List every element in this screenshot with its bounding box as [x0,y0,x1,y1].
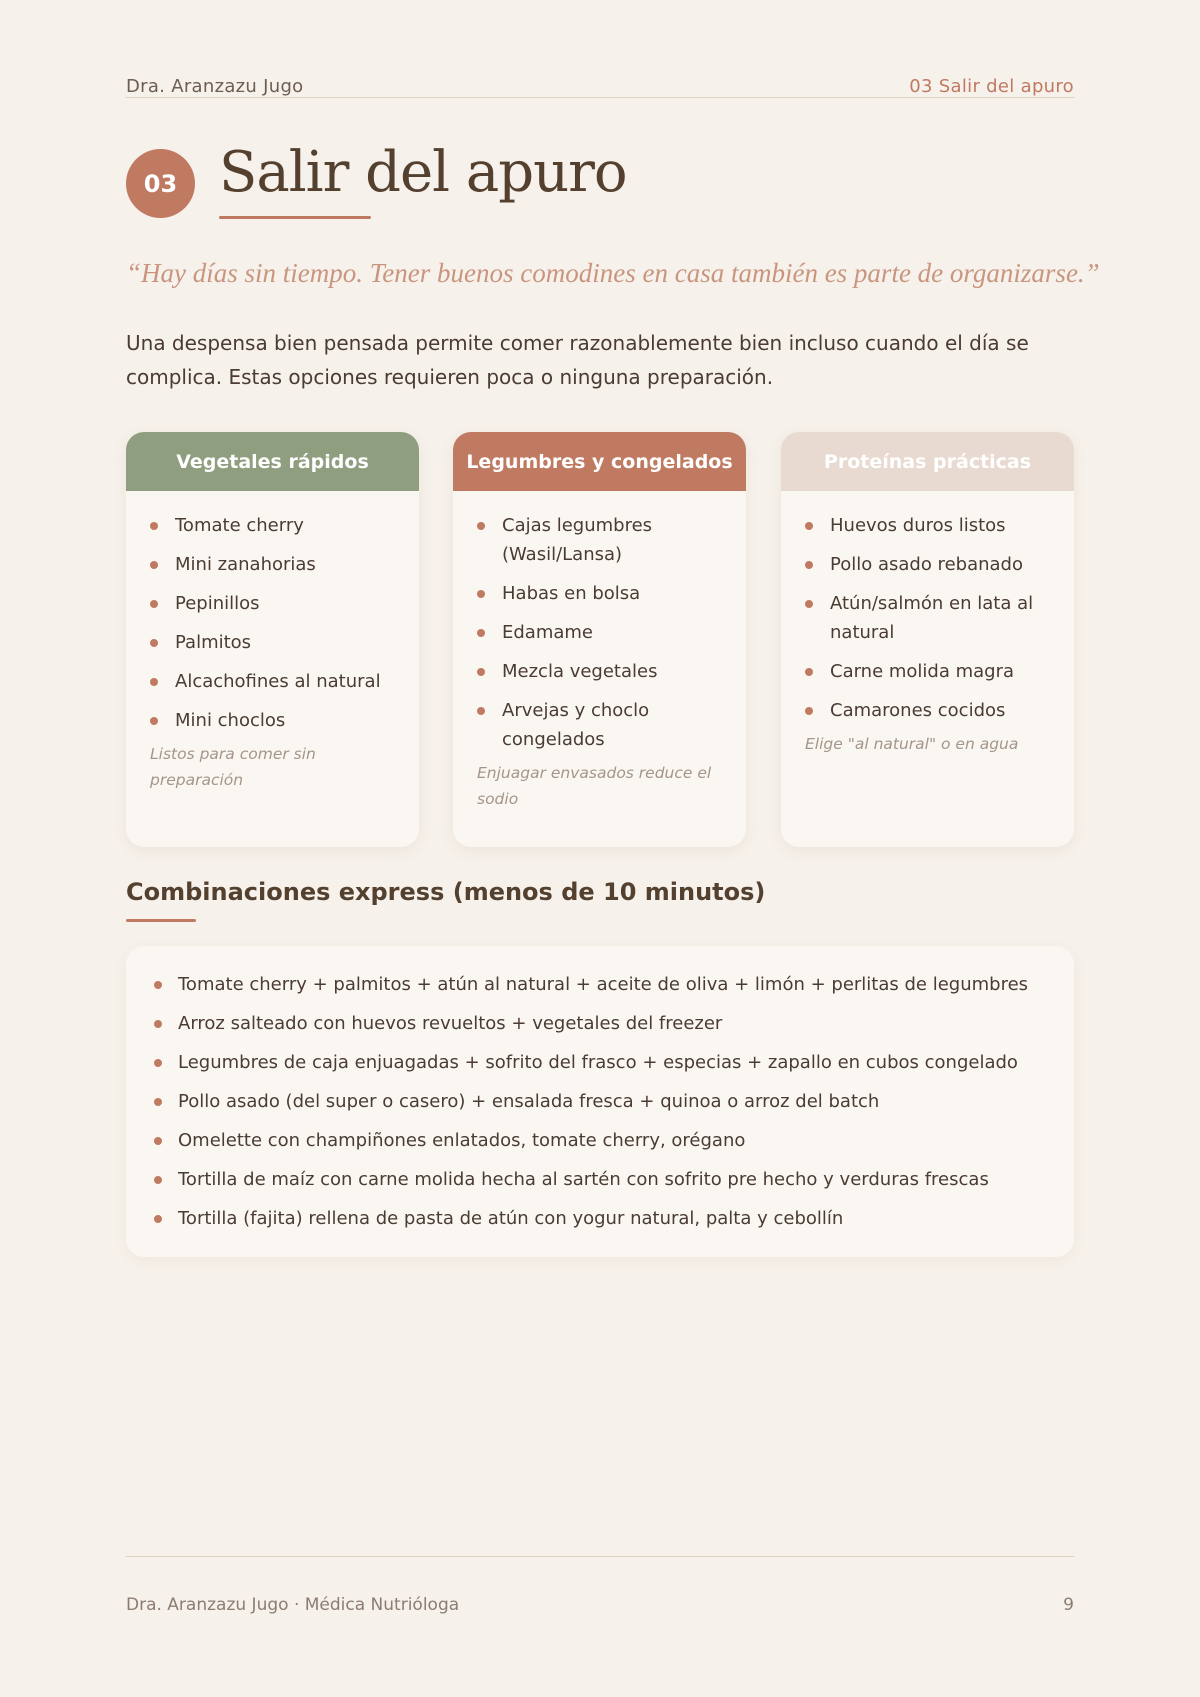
list-item: Arroz salteado con huevos revueltos + vegetales del freezer [154,1004,1046,1043]
bullet-icon [477,629,485,637]
bullet-icon [805,522,813,530]
list-item: Tortilla de maíz con carne molida hecha al sartén con sofrito pre hecho y verduras frescas [154,1160,1046,1199]
card-list [150,511,395,735]
bullet-icon [477,707,485,715]
bullet-icon [150,717,158,725]
pantry-cards [126,432,1074,847]
card-title: Vegetales rápidos [126,432,419,491]
bullet-icon [805,561,813,569]
chapter-number-badge: 03 [126,149,195,218]
list-item: Pollo asado rebanado [805,550,1050,579]
bullet-icon [154,1137,162,1145]
page-title: Salir del apuro [219,140,627,205]
bullet-icon [150,600,158,608]
bullet-icon [805,600,813,608]
list-item: Palmitos [150,628,395,657]
bullet-icon [154,1176,162,1184]
section-heading: Combinaciones express (menos de 10 minutos) [126,878,766,906]
list-item: Cajas legumbres (Wasil/Lansa) [477,511,722,569]
list-item: Alcachofines al natural [150,667,395,696]
card-note: Listos para comer sin preparación [150,745,316,789]
list-item: Pepinillos [150,589,395,618]
footer-divider [126,1556,1074,1557]
bullet-icon [150,522,158,530]
list-item: Arvejas y choclo congelados [477,696,722,754]
section-underline [126,919,196,922]
list-item: Mini choclos [150,706,395,735]
title-underline [219,216,371,219]
header-author: Dra. Aranzazu Jugo [126,76,304,97]
bullet-icon [477,590,485,598]
bullet-icon [805,707,813,715]
bullet-icon [477,522,485,530]
list-item: Camarones cocidos [805,696,1050,725]
list-item: Edamame [477,618,722,647]
bullet-icon [154,1020,162,1028]
combinations-box [126,946,1074,1257]
bullet-icon [477,668,485,676]
header-section: 03 Salir del apuro [909,76,1074,97]
bullet-icon [154,1098,162,1106]
list-item: Carne molida magra [805,657,1050,686]
intro-quote: “Hay días sin tiempo. Tener buenos comodines en casa también es parte de organizarse.” [126,258,1100,288]
bullet-icon [150,678,158,686]
card-list [477,511,722,754]
bullet-icon [805,668,813,676]
list-item: Mezcla vegetales [477,657,722,686]
footer-credit: Dra. Aranzazu Jugo · Médica Nutrióloga [126,1595,460,1615]
card-list [805,511,1050,725]
list-item: Tomate cherry [150,511,395,540]
bullet-icon [150,639,158,647]
page-number: 9 [1063,1595,1074,1615]
list-item: Tortilla (fajita) rellena de pasta de atún con yogur natural, palta y cebollín [154,1199,1046,1238]
list-item: Legumbres de caja enjuagadas + sofrito del frasco + especias + zapallo en cubos congelado [154,1043,1046,1082]
card-note: Elige "al natural" o en agua [805,735,1019,753]
card-title: Legumbres y congelados [453,432,746,491]
list-item: Huevos duros listos [805,511,1050,540]
list-item: Atún/salmón en lata al natural [805,589,1050,647]
running-header [126,76,1074,98]
document-page [126,0,1100,1697]
list-item: Mini zanahorias [150,550,395,579]
list-item: Habas en bolsa [477,579,722,608]
card-proteinas [781,432,1074,847]
card-legumbres [453,432,746,847]
card-note: Enjuagar envasados reduce el sodio [477,764,712,808]
bullet-icon [154,981,162,989]
bullet-icon [154,1059,162,1067]
bullet-icon [150,561,158,569]
list-item: Tomate cherry + palmitos + atún al natural + aceite de oliva + limón + perlitas de legumbres [154,965,1046,1004]
intro-paragraph: Una despensa bien pensada permite comer razonablemente bien incluso cuando el día se complica. Estas opciones requieren poca o ninguna preparación. [126,331,1029,389]
list-item: Pollo asado (del super o casero) + ensalada fresca + quinoa o arroz del batch [154,1082,1046,1121]
list-item: Omelette con champiñones enlatados, tomate cherry, orégano [154,1121,1046,1160]
card-title: Proteínas prácticas [781,432,1074,491]
combinations-list [154,965,1046,1238]
card-vegetales [126,432,419,847]
bullet-icon [154,1215,162,1223]
